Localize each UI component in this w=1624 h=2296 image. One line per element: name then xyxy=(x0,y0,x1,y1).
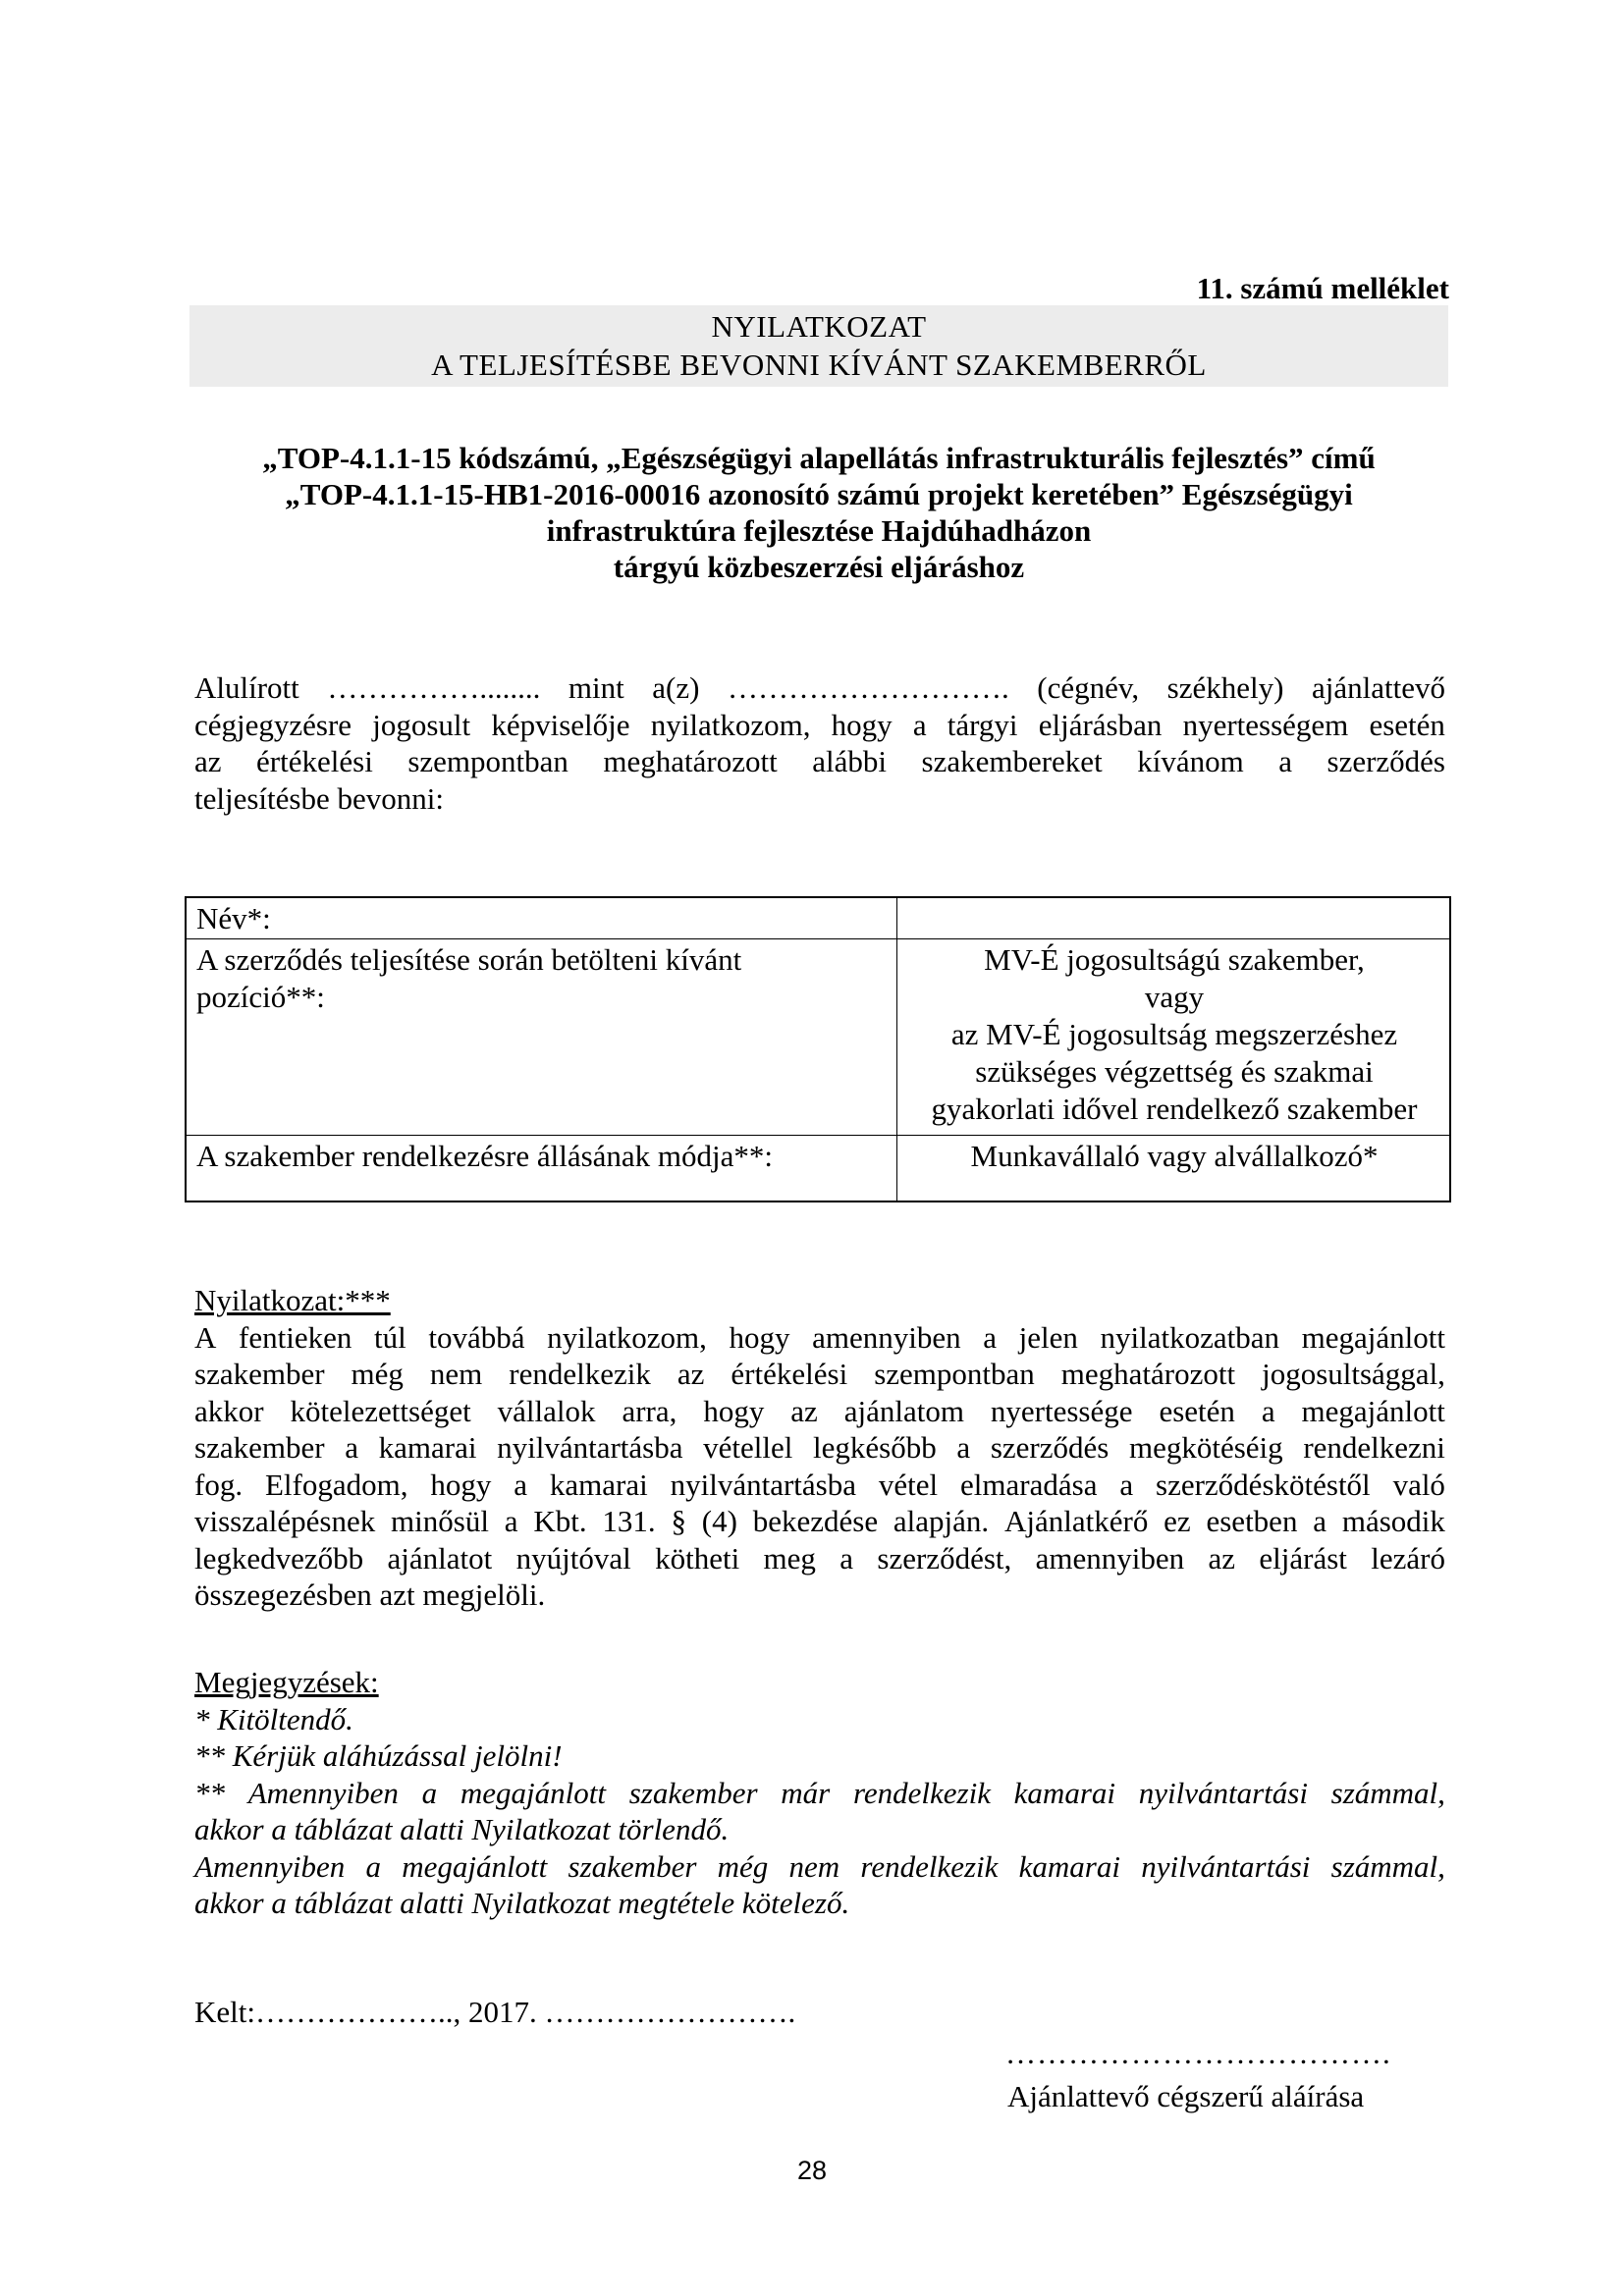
word: ajánlatom xyxy=(843,1393,964,1428)
note-2: ** Kérjük aláhúzással jelölni! xyxy=(194,1738,563,1773)
word: nyilatkozom, xyxy=(547,1319,707,1355)
word: meg xyxy=(763,1540,816,1575)
word: nyilvántartásba xyxy=(497,1430,683,1465)
word: szakember xyxy=(194,1357,325,1391)
position-label-line-1: A szerződés teljesítése során betölteni kívánt xyxy=(196,942,742,977)
intro-line-4: teljesítésbe bevonni: xyxy=(194,780,444,816)
word: eljárásban xyxy=(1038,707,1163,742)
word: mint xyxy=(568,670,624,705)
word: Kbt. xyxy=(533,1504,587,1538)
expert-table xyxy=(185,896,1451,1202)
note-4-line-2: akkor a táblázat alatti Nyilatkozat megtétele kötelező. xyxy=(194,1886,850,1920)
word: lezáró xyxy=(1371,1540,1445,1575)
table-row-name xyxy=(187,898,1449,939)
word: a xyxy=(421,1775,438,1810)
word: szerződés xyxy=(1326,744,1445,778)
position-label-line-2: pozíció**: xyxy=(196,980,325,1014)
word: hogy xyxy=(729,1319,790,1355)
word: vétel xyxy=(878,1467,939,1502)
position-value-line-5: gyakorlati idővel rendelkező szakember xyxy=(931,1092,1418,1126)
word: ajánlatot xyxy=(387,1540,493,1575)
name-label: Név*: xyxy=(196,901,271,935)
word: nyilatkozom, xyxy=(650,707,811,742)
word: ajánlattevő xyxy=(1312,670,1445,705)
word: túl xyxy=(373,1319,406,1355)
procurement-subject xyxy=(189,440,1448,585)
intro-line-1 xyxy=(194,669,1445,707)
word: a xyxy=(983,1319,997,1355)
word: nem xyxy=(788,1848,840,1884)
word: az xyxy=(1208,1540,1236,1575)
word: Alulírott xyxy=(194,670,299,705)
declaration-line xyxy=(194,1429,1445,1467)
word: szakember xyxy=(568,1848,697,1884)
declaration-line xyxy=(194,1503,1445,1540)
word: a xyxy=(839,1540,854,1575)
word: esetben xyxy=(1206,1504,1298,1538)
note-4-line-1 xyxy=(194,1848,1445,1886)
intro-paragraph xyxy=(194,669,1445,817)
word: nyújtóval xyxy=(515,1540,631,1575)
word: képviselője xyxy=(491,707,630,742)
word: legkedvezőbb xyxy=(194,1540,364,1575)
word: arra, xyxy=(622,1393,677,1428)
word: szerződéskötéstől xyxy=(1156,1467,1371,1502)
note-3-line-2: akkor a táblázat alatti Nyilatkozat törlendő. xyxy=(194,1812,730,1846)
word: esetén xyxy=(1369,707,1445,742)
word: kamarai xyxy=(549,1467,648,1502)
table-row-availability xyxy=(187,1136,1449,1202)
declaration-line xyxy=(194,1319,1445,1357)
word: alábbi xyxy=(812,744,887,778)
word: vétellel xyxy=(703,1430,793,1465)
word: továbbá xyxy=(428,1319,525,1355)
word: az xyxy=(194,744,222,778)
declaration-line xyxy=(194,1540,1445,1577)
intro-line-2 xyxy=(194,707,1445,744)
word: Amennyiben xyxy=(194,1848,346,1884)
word: megajánlott xyxy=(460,1775,606,1810)
word: hogy xyxy=(703,1393,765,1428)
word: jogosultsággal, xyxy=(1262,1357,1445,1391)
word: cégjegyzésre xyxy=(194,707,352,742)
word: számmal, xyxy=(1330,1775,1445,1810)
word: nyilvántartásba xyxy=(670,1467,857,1502)
word: ** xyxy=(194,1775,225,1810)
word: 131. xyxy=(602,1504,656,1538)
word: szempontban xyxy=(874,1357,1035,1391)
word: nyilatkozatban xyxy=(1100,1319,1279,1355)
word: nyilvántartási xyxy=(1138,1775,1308,1810)
declaration-line xyxy=(194,1467,1445,1504)
word: megkötéséig xyxy=(1128,1430,1283,1465)
word: még xyxy=(351,1357,404,1391)
word: nyertessége xyxy=(990,1393,1133,1428)
word: kötheti xyxy=(655,1540,740,1575)
word: számmal, xyxy=(1330,1848,1445,1884)
word: a xyxy=(514,1467,528,1502)
word: megajánlott xyxy=(402,1848,548,1884)
word: tárgyi xyxy=(947,707,1018,742)
page-number: 28 xyxy=(796,2156,828,2185)
word: kívánom xyxy=(1137,744,1244,778)
word: a xyxy=(956,1430,971,1465)
word: a xyxy=(345,1430,358,1465)
signature-label: Ajánlattevő cégszerű aláírása xyxy=(1007,2079,1365,2113)
word: kamarai xyxy=(378,1430,477,1465)
word: a xyxy=(1261,1393,1275,1428)
word: rendelkezik xyxy=(852,1775,991,1810)
word: az xyxy=(677,1357,705,1391)
declaration-heading: Nyilatkozat:*** xyxy=(194,1283,391,1317)
word: (cégnév, xyxy=(1037,670,1140,705)
word: a xyxy=(365,1848,381,1884)
word: rendelkezni xyxy=(1303,1430,1445,1465)
word: szerződés xyxy=(990,1430,1110,1465)
word: A xyxy=(194,1319,217,1355)
position-value-line-1: MV-É jogosultságú szakember, xyxy=(984,942,1365,977)
word: amennyiben xyxy=(812,1319,961,1355)
signature-line: ………………………………. xyxy=(1005,2036,1391,2070)
word: értékelési xyxy=(731,1357,848,1391)
word: a xyxy=(504,1504,518,1538)
word: értékelési xyxy=(256,744,373,778)
word: fentieken xyxy=(239,1319,352,1355)
declaration-line xyxy=(194,1356,1445,1393)
position-label xyxy=(196,941,884,1016)
annex-number: 11. számú melléklet xyxy=(1196,271,1449,305)
word: megajánlott xyxy=(1301,1393,1445,1428)
title-line-2: A TELJESÍTÉSBE BEVONNI KÍVÁNT SZAKEMBERRŐL xyxy=(431,347,1207,382)
word: való xyxy=(1392,1467,1445,1502)
word: szerződést, xyxy=(877,1540,1012,1575)
notes-heading: Megjegyzések: xyxy=(194,1665,379,1699)
word: hogy xyxy=(831,707,893,742)
table-row-position xyxy=(187,939,1449,1136)
word: ………………………. xyxy=(727,670,1009,705)
subject-line-2: „TOP-4.1.1-15-HB1-2016-00016 azonosító számú projekt keretében” Egészségügyi xyxy=(285,477,1353,511)
word: hogy xyxy=(430,1467,492,1502)
word: ……………........ xyxy=(327,670,541,705)
word: szakembereket xyxy=(921,744,1103,778)
word: az xyxy=(790,1393,818,1428)
word: nem xyxy=(429,1357,483,1391)
word: második xyxy=(1341,1504,1445,1538)
date-place-field: Kelt:……………….., 2017. ……………………. xyxy=(194,1995,796,2029)
availability-value: Munkavállaló vagy alvállalkozó* xyxy=(970,1139,1379,1173)
word: meghatározott xyxy=(1060,1357,1236,1391)
word: amennyiben xyxy=(1035,1540,1185,1575)
word: kötelezettséget xyxy=(290,1393,471,1428)
word: kamarai xyxy=(1018,1848,1120,1884)
word: vállalok xyxy=(497,1393,596,1428)
word: a(z) xyxy=(652,670,700,705)
word: Elfogadom, xyxy=(264,1467,408,1502)
word: szakember xyxy=(194,1430,325,1465)
note-1: * Kitöltendő. xyxy=(194,1701,353,1736)
subject-line-4: tárgyú közbeszerzési eljáráshoz xyxy=(613,550,1025,584)
word: visszalépésnek xyxy=(194,1504,376,1538)
word: minősül xyxy=(391,1504,489,1538)
word: bekezdése xyxy=(752,1504,879,1538)
word: szakember xyxy=(628,1775,758,1810)
word: § xyxy=(671,1504,686,1538)
word: a xyxy=(912,707,927,742)
subject-line-3: infrastruktúra fejlesztése Hajdúhadházon xyxy=(546,513,1092,548)
declaration-line xyxy=(194,1393,1445,1430)
word: a xyxy=(1313,1504,1327,1538)
position-value-line-4: szükséges végzettség és szakmai xyxy=(975,1054,1374,1089)
word: szempontban xyxy=(407,744,568,778)
document-title xyxy=(189,305,1448,387)
word: meghatározott xyxy=(603,744,778,778)
word: esetén xyxy=(1159,1393,1235,1428)
word: nyilvántartási xyxy=(1141,1848,1311,1884)
word: elmaradása xyxy=(960,1467,1098,1502)
word: rendelkezik xyxy=(509,1357,651,1391)
word: jogosult xyxy=(372,707,471,742)
declaration-section xyxy=(194,1282,1445,1614)
word: kamarai xyxy=(1013,1775,1115,1810)
word: eljárást xyxy=(1259,1540,1347,1575)
word: székhely) xyxy=(1166,670,1284,705)
word: nyertességem xyxy=(1182,707,1349,742)
position-value-line-3: az MV-É jogosultság megszerzéshez xyxy=(950,1017,1398,1051)
word: Ajánlatkérő xyxy=(1004,1504,1149,1538)
word: rendelkezik xyxy=(860,1848,999,1884)
position-value xyxy=(899,941,1449,1128)
word: akkor xyxy=(194,1393,264,1428)
subject-line-1: „TOP-4.1.1-15 kódszámú, „Egészségügyi alapellátás infrastrukturális fejlesztés” című xyxy=(262,441,1376,475)
word: legkésőbb xyxy=(813,1430,937,1465)
declaration-last-line: összegezésben azt megjelöli. xyxy=(194,1577,546,1612)
word: ez xyxy=(1164,1504,1191,1538)
word: fog. xyxy=(194,1467,244,1502)
availability-label: A szakember rendelkezésre állásának módja**: xyxy=(196,1139,774,1173)
position-value-line-2: vagy xyxy=(1144,980,1205,1014)
intro-line-3 xyxy=(194,743,1445,780)
word: a xyxy=(1119,1467,1134,1502)
word: a xyxy=(1278,744,1292,778)
word: megajánlott xyxy=(1301,1319,1445,1355)
word: már xyxy=(781,1775,831,1810)
word: alapján. xyxy=(893,1504,990,1538)
word: jelen xyxy=(1018,1319,1078,1355)
note-3-line-1 xyxy=(194,1775,1445,1812)
title-line-1: NYILATKOZAT xyxy=(711,309,927,344)
word: Amennyiben xyxy=(247,1775,399,1810)
word: (4) xyxy=(701,1504,737,1538)
word: még xyxy=(717,1848,769,1884)
notes-section xyxy=(194,1664,1445,1922)
